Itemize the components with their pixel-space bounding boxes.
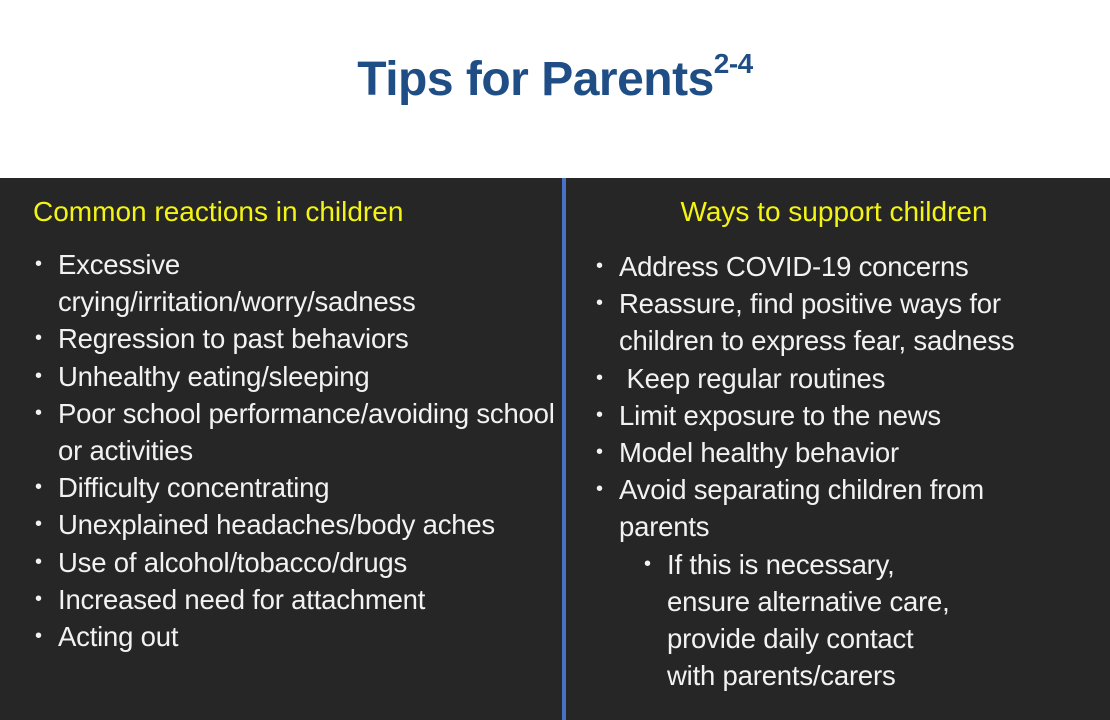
bullet-icon: • bbox=[596, 255, 603, 277]
list-item: • Unexplained headaches/body aches bbox=[33, 506, 508, 543]
list-item: • Reassure, find positive ways for children to express fear, sadness bbox=[594, 285, 1094, 359]
list-item: • Unhealthy eating/sleeping bbox=[33, 358, 558, 395]
bullet-icon: • bbox=[35, 327, 42, 350]
bullet-icon: • bbox=[35, 364, 42, 387]
right-column-heading: Ways to support children bbox=[680, 196, 988, 227]
column-divider bbox=[562, 178, 566, 720]
bullet-icon: • bbox=[644, 552, 651, 575]
list-item: • Acting out bbox=[33, 618, 558, 655]
list-item: • Avoid separating children from parents bbox=[594, 471, 1059, 545]
bullet-icon: • bbox=[35, 476, 42, 499]
list-item: • Poor school performance/avoiding school or activities bbox=[33, 395, 558, 469]
bullet-icon: • bbox=[596, 366, 603, 389]
bullet-icon: • bbox=[35, 550, 42, 573]
list-item: • Limit exposure to the news bbox=[594, 397, 1094, 434]
title-area bbox=[0, 0, 1110, 178]
bullet-icon: • bbox=[596, 478, 603, 501]
bullet-icon: • bbox=[35, 513, 42, 536]
bullet-icon: • bbox=[35, 625, 42, 648]
slide-title bbox=[0, 48, 1110, 107]
list-item: • Increased need for attachment bbox=[33, 581, 558, 618]
sub-list-item: • If this is necessary, ensure alternative care, provide daily contact with parents/carers bbox=[594, 546, 967, 695]
bullet-icon: • bbox=[596, 292, 603, 315]
list-item: • Model healthy behavior bbox=[594, 434, 1094, 471]
bullet-icon: • bbox=[596, 403, 603, 426]
bullet-icon: • bbox=[35, 253, 42, 275]
title-citation-superscript: 2-4 bbox=[713, 48, 753, 79]
list-item: • Address COVID-19 concerns bbox=[594, 248, 1094, 285]
bullet-icon: • bbox=[596, 441, 603, 464]
left-column-heading: Common reactions in children bbox=[33, 196, 404, 227]
bullet-icon: • bbox=[35, 401, 42, 424]
left-column bbox=[33, 190, 558, 655]
support-list bbox=[594, 248, 1094, 694]
list-item: • Use of alcohol/tobacco/drugs bbox=[33, 544, 558, 581]
slide-title-text: Tips for Parents bbox=[357, 53, 714, 106]
list-item: • Regression to past behaviors bbox=[33, 320, 558, 357]
list-item: • Excessive crying/irritation/worry/sadness bbox=[33, 246, 528, 320]
list-item: • Difficulty concentrating bbox=[33, 469, 558, 506]
bullet-icon: • bbox=[35, 587, 42, 610]
reactions-list bbox=[33, 246, 558, 655]
list-item: • Keep regular routines bbox=[594, 360, 1094, 397]
right-column bbox=[594, 190, 1094, 694]
